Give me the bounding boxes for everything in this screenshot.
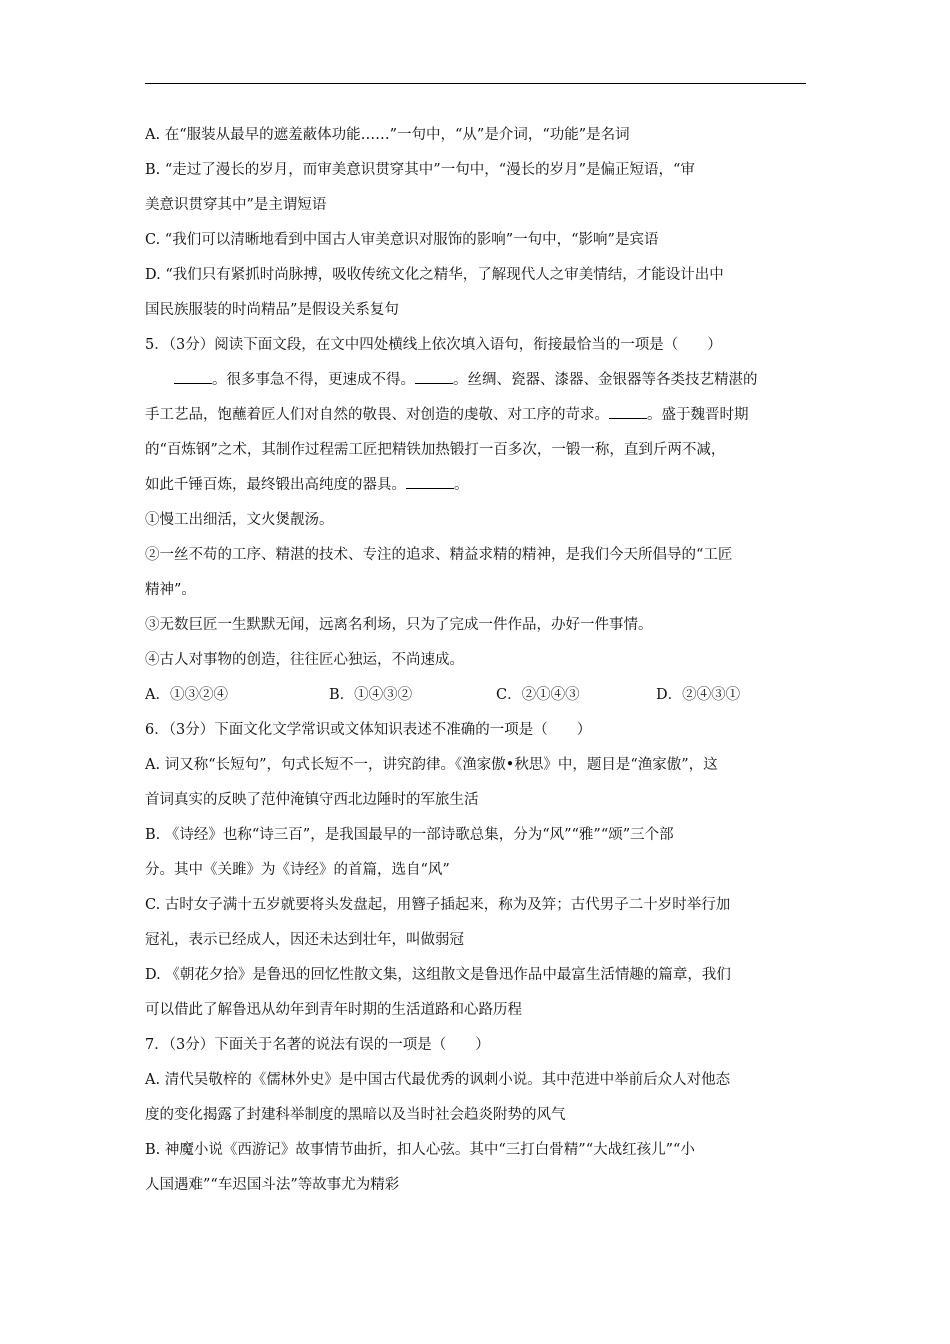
- q5-passage-line4: [145, 468, 806, 503]
- q5-answer-options: [145, 678, 806, 713]
- q5-passage-line3: 的“百炼钢”之术，其制作过程需工匠把精铁加热锻打一百多次，一锻一称，直到斤两不减，: [145, 442, 726, 458]
- passage-text: 。丝绸、瓷器、漆器、金银器等各类技艺精湛的: [453, 372, 758, 388]
- q6-option-a-line2: 首词真实的反映了范仲淹镇守西北边陲时的军旅生活: [145, 792, 479, 808]
- q5-passage-line1: [145, 363, 806, 398]
- q5-option-b: B．①④③②: [329, 687, 413, 703]
- q5-passage-line2: [145, 398, 806, 433]
- q7-option-a-line2: 度的变化揭露了封建科举制度的黑暗以及当时社会趋炎附势的风气: [145, 1107, 566, 1123]
- passage-text: 如此千锤百炼，最终锻出高纯度的器具。: [145, 477, 406, 493]
- q7-option-b-line2: 人国遇难”“车迟国斗法”等故事尤为精彩: [145, 1177, 400, 1193]
- q5-option-d: D．②④③①: [656, 687, 741, 703]
- header-rule: [145, 83, 806, 84]
- q4-option-b-line2: 美意识贯穿其中”是主谓短语: [145, 197, 327, 213]
- blank-4: [406, 474, 454, 489]
- q5-item-2-line1: ②一丝不苟的工序、精湛的技术、专注的追求、精益求精的精神，是我们今天所倡导的“工匠: [145, 547, 733, 563]
- q5-stem: 5．（3分）阅读下面文段，在文中四处横线上依次填入语句，衔接最恰当的一项是（ ）: [145, 337, 722, 353]
- q6-option-a-line1: A. 词又称“长短句”，句式长短不一，讲究韵律。《渔家傲•秋思》中，题目是“渔家傲”，这: [145, 757, 718, 773]
- document-body: [145, 118, 806, 1203]
- q4-option-b-line1: B. “走过了漫长的岁月，而审美意识贯穿其中”一句中，“漫长的岁月”是偏正短语，“审: [145, 162, 695, 178]
- q6-option-d-line1: D. 《朝花夕拾》是鲁迅的回忆性散文集，这组散文是鲁迅作品中最富生活情趣的篇章，我们: [145, 967, 731, 983]
- q4-option-a: A. 在“服装从最早的遮羞蔽体功能……”一句中，“从”是介词，“功能”是名词: [145, 127, 630, 143]
- q6-option-c-line2: 冠礼，表示已经成人，因还未达到壮年，叫做弱冠: [145, 932, 464, 948]
- q5-option-a: A．①③②④: [145, 687, 228, 703]
- passage-text: 。: [454, 477, 469, 493]
- q4-option-d-line2: 国民族服装的时尚精品”是假设关系复句: [145, 302, 399, 318]
- q5-item-3: ③无数巨匠一生默默无闻，远离名利场，只为了完成一件作品，办好一件事情。: [145, 617, 653, 633]
- q7-option-b-line1: B. 神魔小说《西游记》故事情节曲折，扣人心弦。其中“三打白骨精”“大战红孩儿”“小: [145, 1142, 695, 1158]
- q6-option-b-line2: 分。其中《关雎》为《诗经》的首篇，选自“风”: [145, 862, 450, 878]
- q5-item-1: ①慢工出细活，文火煲靓汤。: [145, 512, 334, 528]
- passage-text: 。很多事急不得，更速成不得。: [212, 372, 415, 388]
- q6-option-c-line1: C. 古时女子满十五岁就要将头发盘起，用簪子插起来，称为及笄；古代男子二十岁时举行加: [145, 897, 731, 913]
- q5-option-c: C．②①④③: [496, 687, 580, 703]
- q6-option-d-line2: 可以借此了解鲁迅从幼年到青年时期的生活道路和心路历程: [145, 1002, 522, 1018]
- q6-stem: 6．（3分）下面文化文学常识或文体知识表述不准确的一项是（ ）: [145, 722, 592, 738]
- q4-option-d-line1: D. “我们只有紧抓时尚脉搏，吸收传统文化之精华，了解现代人之审美情结，才能设计出中: [145, 267, 724, 283]
- q5-item-2-line2: 精神”。: [145, 582, 196, 598]
- passage-text: 手工艺品，饱蘸着匠人们对自然的敬畏、对创造的虔敬、对工序的苛求。: [145, 407, 609, 423]
- q7-stem: 7．（3分）下面关于名著的说法有误的一项是（ ）: [145, 1037, 490, 1053]
- blank-3: [609, 404, 647, 419]
- blank-2: [415, 369, 453, 384]
- blank-1: [174, 369, 212, 384]
- passage-text: 。盛于魏晋时期: [647, 407, 749, 423]
- q5-item-4: ④古人对事物的创造，往往匠心独运，不尚速成。: [145, 652, 464, 668]
- q6-option-b-line1: B. 《诗经》也称“诗三百”，是我国最早的一部诗歌总集，分为“风”“雅”“颂”三个部: [145, 827, 674, 843]
- q7-option-a-line1: A. 清代吴敬梓的《儒林外史》是中国古代最优秀的讽刺小说。其中范进中举前后众人对他态: [145, 1072, 731, 1088]
- q4-option-c: C. “我们可以清晰地看到中国古人审美意识对服饰的影响”一句中，“影响”是宾语: [145, 232, 659, 248]
